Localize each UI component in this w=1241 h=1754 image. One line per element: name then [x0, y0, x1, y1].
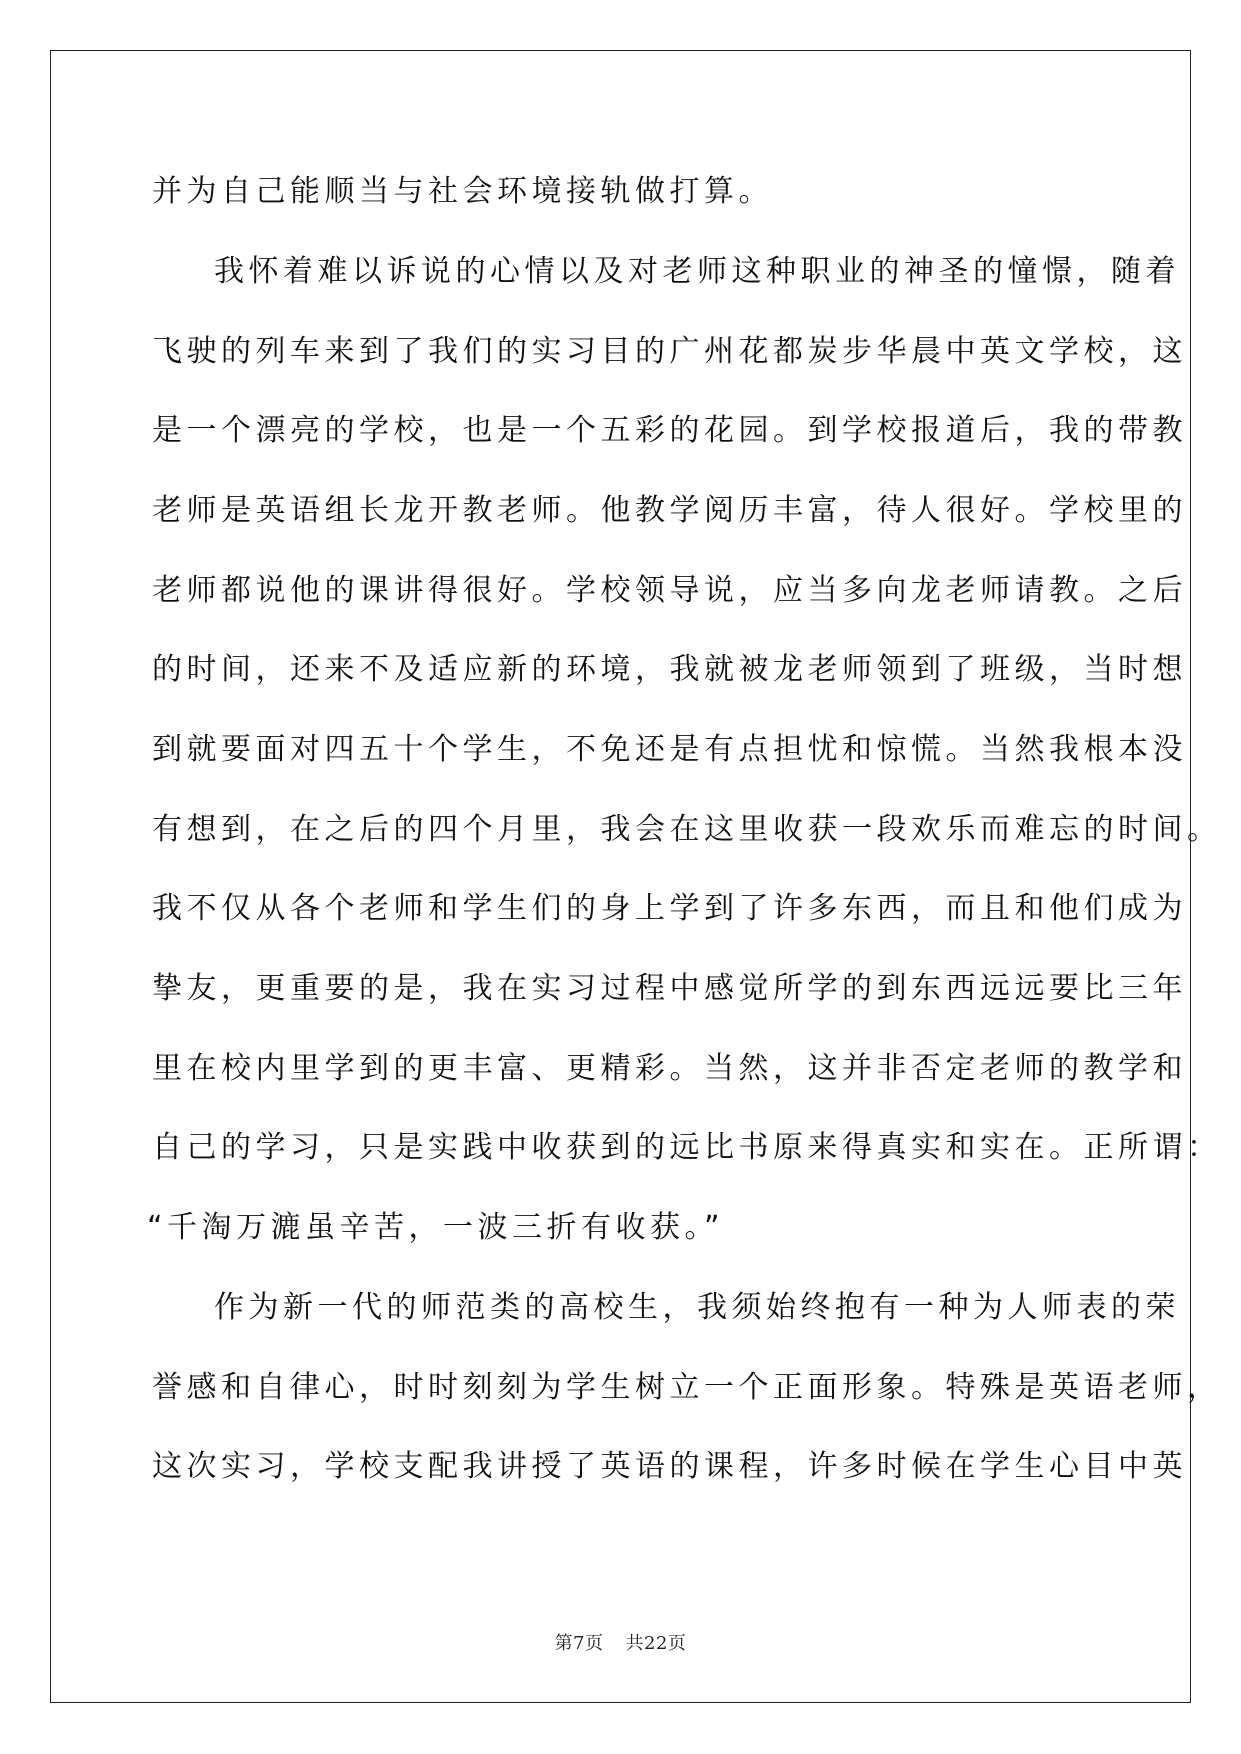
text-line: 挚友，更重要的是，我在实习过程中感觉所学的到东西远远要比三年	[152, 971, 1187, 1006]
quoted-line: “千淘万漉虽辛苦，一波三折有收获。”	[147, 1210, 725, 1245]
total-pages: 共22页	[625, 1633, 687, 1654]
paragraph-first-line: 作为新一代的师范类的高校生，我须始终抱有一种为人师表的荣	[214, 1290, 1180, 1325]
page-footer	[0, 1632, 1241, 1656]
text-line: 自己的学习，只是实践中收获到的远比书原来得真实和实在。正所谓：	[152, 1130, 1222, 1165]
text-line: 里在校内里学到的更丰富、更精彩。当然，这并非否定老师的教学和	[152, 1051, 1187, 1086]
text-line: 老师是英语组长龙开教老师。他教学阅历丰富，待人很好。学校里的	[152, 493, 1187, 528]
paragraph-first-line: 我怀着难以诉说的心情以及对老师这种职业的神圣的憧憬，随着	[214, 254, 1180, 289]
text-line: 到就要面对四五十个学生，不免还是有点担忧和惊慌。当然我根本没	[152, 732, 1187, 767]
page-number: 第7页	[554, 1633, 604, 1654]
text-line: 有想到，在之后的四个月里，我会在这里收获一段欢乐而难忘的时间。	[152, 812, 1222, 847]
text-line: 我不仅从各个老师和学生们的身上学到了许多东西，而且和他们成为	[152, 891, 1187, 926]
text-line: 是一个漂亮的学校，也是一个五彩的花园。到学校报道后，我的带教	[152, 413, 1187, 448]
text-line: 誉感和自律心，时时刻刻为学生树立一个正面形象。特殊是英语老师，	[152, 1370, 1222, 1405]
text-line: 飞驶的列车来到了我们的实习目的广州花都炭步华晨中英文学校，这	[152, 334, 1187, 369]
text-line: 并为自己能顺当与社会环境接轨做打算。	[152, 174, 773, 209]
text-line: 老师都说他的课讲得很好。学校领导说，应当多向龙老师请教。之后	[152, 573, 1187, 608]
text-line: 的时间，还来不及适应新的环境，我就被龙老师领到了班级，当时想	[152, 652, 1187, 687]
text-line: 这次实习，学校支配我讲授了英语的课程，许多时候在学生心目中英	[152, 1449, 1187, 1484]
